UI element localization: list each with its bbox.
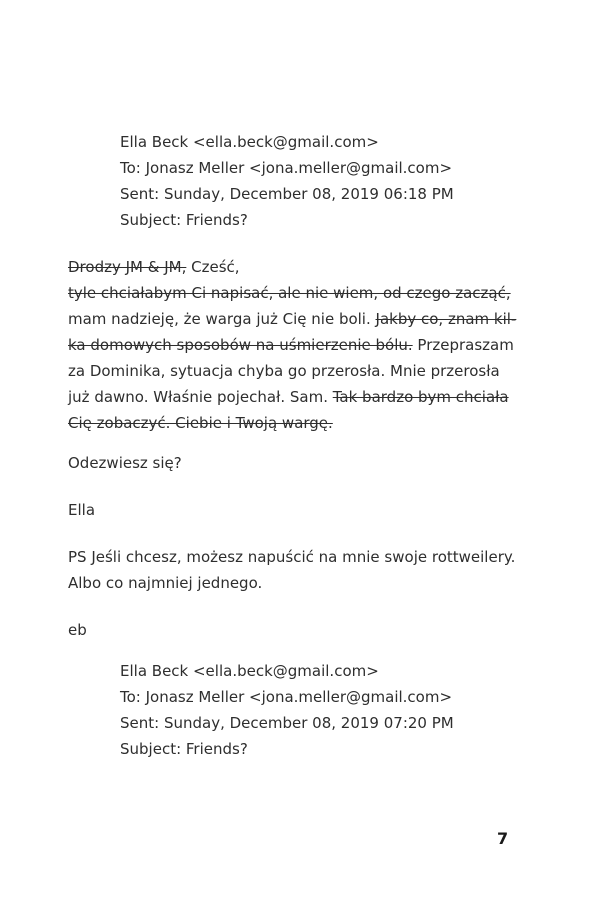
email-subject: Subject: Friends? <box>120 211 248 229</box>
letter-postscript <box>68 544 518 596</box>
email-from: Ella Beck <ella.beck@gmail.com> <box>120 133 379 151</box>
page-number: 7 <box>497 829 509 848</box>
letter-question <box>68 450 518 476</box>
email-sent: Sent: Sunday, December 08, 2019 07:20 PM <box>120 714 454 732</box>
letter-initials <box>68 617 518 643</box>
letter-line <box>68 306 518 332</box>
email-from: Ella Beck <ella.beck@gmail.com> <box>120 662 379 680</box>
struck-text: Tak bardzo bym chciała <box>332 388 509 406</box>
letter-line: PS Jeśli chcesz, możesz napuścić na mnie swoje rottweilery. <box>68 548 516 566</box>
letter-line: Albo co najmniej jednego. <box>68 574 263 592</box>
letter-paragraph <box>68 254 518 436</box>
struck-text: Jakby co, znam kil- <box>375 310 517 328</box>
letter-signature <box>68 497 518 523</box>
letter-text: Cześć, <box>186 258 240 276</box>
struck-text: ka domowych sposobów na uśmierzenie bólu. <box>68 336 413 354</box>
letter-text: mam nadzieję, że warga już Cię nie boli. <box>68 310 376 328</box>
letter-line <box>68 358 518 384</box>
letter-line <box>68 280 518 306</box>
email-to: To: Jonasz Meller <jona.meller@gmail.com> <box>120 159 453 177</box>
letter-line: Odezwiesz się? <box>68 454 182 472</box>
letter-line <box>68 410 518 436</box>
letter-line <box>68 332 518 358</box>
email-to: To: Jonasz Meller <jona.meller@gmail.com> <box>120 688 453 706</box>
email-header-1 <box>120 129 454 233</box>
letter-line <box>68 254 518 280</box>
email-subject: Subject: Friends? <box>120 740 248 758</box>
struck-text: Drodzy JM & JM, <box>68 258 187 276</box>
letter-text: Przepraszam <box>412 336 514 354</box>
letter-line: Ella <box>68 501 96 519</box>
struck-text: Cię zobaczyć. Ciebie i Twoją wargę. <box>68 414 333 432</box>
struck-text: tyle chciałabym Ci napisać, ale nie wiem, od czego zacząć, <box>68 284 511 302</box>
letter-line: eb <box>68 621 87 639</box>
email-header-2 <box>120 658 454 762</box>
letter-text: za Dominika, sytuacja chyba go przerosła. Mnie przerosła <box>68 362 500 380</box>
letter-line <box>68 384 518 410</box>
email-sent: Sent: Sunday, December 08, 2019 06:18 PM <box>120 185 454 203</box>
letter-text: już dawno. Właśnie pojechał. Sam. <box>68 388 333 406</box>
